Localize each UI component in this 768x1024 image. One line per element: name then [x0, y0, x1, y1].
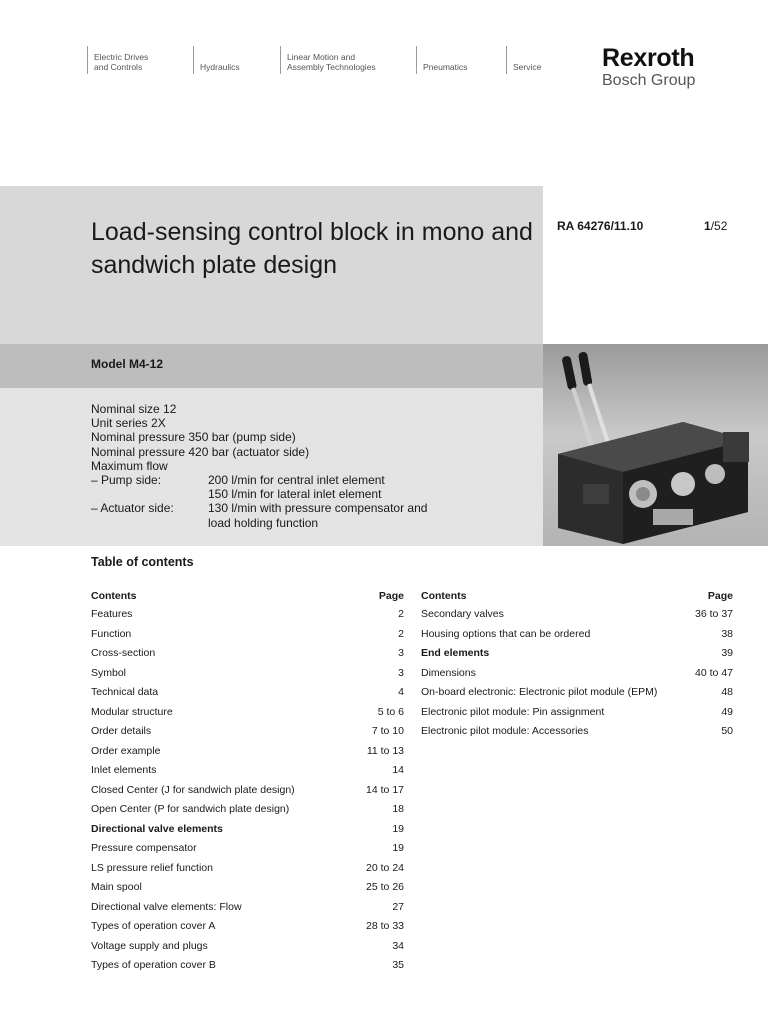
nav-service[interactable]: Service — [506, 46, 541, 74]
toc-entry[interactable] — [91, 802, 404, 822]
nav-hydraulics[interactable]: Hydraulics — [193, 46, 240, 74]
toc-entry-title: Voltage supply and plugs — [91, 939, 208, 952]
toc-entry-page: 4 — [398, 686, 404, 698]
toc-entry-title: Order example — [91, 744, 161, 757]
document-title: Load-sensing control block in mono and sandwich plate design — [91, 218, 533, 279]
toc-entry-title: On-board electronic: Electronic pilot module (EPM) — [421, 686, 658, 698]
toc-entry[interactable] — [91, 705, 404, 725]
toc-header: Contents Page — [91, 590, 404, 602]
spec-row: Nominal size 12 — [91, 402, 177, 416]
spec-row: – Pump side: 200 l/min for central inlet element — [91, 473, 385, 488]
spec-row: load holding function — [208, 515, 319, 530]
toc-title: Table of contents — [91, 555, 194, 569]
brand-name: Rexroth — [602, 44, 695, 72]
toc-entry-title: Dimensions — [421, 666, 476, 679]
toc-entry-page: 49 — [721, 705, 733, 718]
toc-entry-page: 34 — [392, 939, 404, 952]
toc-entry-title: LS pressure relief function — [91, 861, 213, 874]
page-number: 1/52 — [704, 219, 728, 233]
toc-entry-page: 38 — [721, 627, 733, 640]
toc-entry-page: 20 to 24 — [366, 861, 404, 874]
toc-entry[interactable] — [421, 646, 733, 666]
model-panel — [0, 344, 543, 388]
toc-entry[interactable] — [421, 685, 733, 705]
toc-entry-title: Modular structure — [91, 705, 173, 718]
toc-entry-page: 18 — [392, 803, 404, 815]
brand-logo — [602, 44, 695, 90]
toc-entry[interactable] — [91, 861, 404, 881]
toc-column-right — [421, 589, 733, 744]
spec-row: Nominal pressure 420 bar (actuator side) — [91, 444, 310, 459]
toc-entry-page: 40 to 47 — [695, 666, 733, 679]
toc-entry-title: Directional valve elements: Flow — [91, 900, 242, 913]
toc-entry[interactable] — [91, 919, 404, 939]
toc-entry-title: Order details — [91, 725, 152, 737]
nav-linear-motion[interactable]: Linear Motion and Assembly Technologies — [280, 46, 376, 74]
spec-row: Maximum flow — [91, 458, 168, 473]
toc-entry[interactable] — [91, 685, 404, 705]
spec-row: Unit series 2X — [91, 416, 166, 431]
toc-entry[interactable] — [91, 763, 404, 783]
toc-entry-page: 36 to 37 — [695, 608, 733, 620]
toc-entry-page: 7 to 10 — [371, 725, 404, 737]
toc-entry[interactable] — [91, 841, 404, 861]
toc-entry[interactable] — [91, 607, 404, 627]
toc-entry-page: 48 — [721, 686, 733, 698]
toc-entry-page: 14 to 17 — [366, 783, 404, 796]
toc-entry-title: Function — [91, 627, 132, 640]
toc-entry-title: Main spool — [91, 881, 142, 893]
toc-entry-title: End elements — [421, 647, 490, 659]
toc-entry-page: 2 — [398, 627, 404, 640]
toc-entry-title: Cross-section — [91, 647, 156, 659]
toc-entry-page: 27 — [392, 900, 404, 913]
toc-entry-page: 11 to 13 — [366, 744, 404, 757]
toc-entry-page: 35 — [392, 959, 404, 971]
toc-entry-title: Features — [91, 608, 133, 620]
toc-entry-page: 19 — [392, 842, 404, 854]
toc-entry-page: 19 — [392, 822, 404, 835]
toc-entry-title: Inlet elements — [91, 764, 157, 776]
toc-entry[interactable] — [91, 880, 404, 900]
toc-entry-title: Pressure compensator — [91, 842, 197, 854]
toc-entry[interactable] — [91, 900, 404, 920]
toc-entry-title: Directional valve elements — [91, 822, 223, 835]
nav-pneumatics[interactable]: Pneumatics — [416, 46, 467, 74]
spec-row: 150 l/min for lateral inlet element — [208, 487, 382, 502]
toc-entry-page: 28 to 33 — [366, 920, 404, 932]
toc-entry-title: Technical data — [91, 686, 159, 698]
toc-entry[interactable] — [91, 627, 404, 647]
toc-entry-page: 3 — [398, 666, 404, 679]
toc-entry-title: Types of operation cover B — [91, 959, 216, 971]
toc-entry[interactable] — [91, 939, 404, 959]
toc-entry[interactable] — [91, 744, 404, 764]
spec-row: Nominal pressure 350 bar (pump side) — [91, 430, 296, 445]
toc-entry[interactable] — [421, 705, 733, 725]
model-label: Model M4-12 — [91, 357, 164, 371]
toc-entry[interactable] — [91, 724, 404, 744]
toc-entry-page: 2 — [398, 608, 404, 620]
toc-entry-title: Symbol — [91, 666, 127, 679]
toc-entry-page: 5 to 6 — [377, 705, 404, 718]
toc-entry-title: Housing options that can be ordered — [421, 627, 591, 640]
toc-entry-page: 25 to 26 — [366, 881, 404, 893]
toc-entry-page: 50 — [721, 725, 733, 737]
toc-header: Contents Page — [421, 590, 733, 602]
control-block-image — [543, 344, 768, 546]
spec-list — [91, 402, 427, 530]
toc-entry-title: Types of operation cover A — [91, 920, 216, 932]
toc-entry-title: Electronic pilot module: Accessories — [421, 725, 589, 737]
toc-entry[interactable] — [91, 958, 404, 978]
toc-entry[interactable] — [421, 666, 733, 686]
product-photo — [543, 344, 768, 546]
toc-entry-page: 14 — [392, 764, 404, 776]
toc-entry[interactable] — [91, 646, 404, 666]
nav-electric-drives[interactable]: Electric Drives and Controls — [87, 46, 148, 74]
toc-entry[interactable] — [421, 607, 733, 627]
toc-entry-title: Electronic pilot module: Pin assignment — [421, 705, 605, 718]
document-number: RA 64276/11.10 — [557, 219, 644, 233]
toc-entry[interactable] — [91, 666, 404, 686]
toc-entry[interactable] — [421, 724, 733, 744]
toc-entry-title: Open Center (P for sandwich plate design) — [91, 803, 290, 815]
toc-entry[interactable] — [91, 783, 404, 803]
toc-entry[interactable] — [421, 627, 733, 647]
toc-entry[interactable] — [91, 822, 404, 842]
spec-row: – Actuator side: 130 l/min with pressure compensator and — [91, 501, 428, 516]
toc-column-left — [91, 589, 404, 978]
toc-entry-title: Secondary valves — [421, 608, 504, 620]
toc-entry-page: 39 — [721, 647, 733, 659]
brand-sub: Bosch Group — [602, 72, 696, 89]
toc-entry-title: Closed Center (J for sandwich plate design) — [91, 783, 295, 796]
toc-entry-page: 3 — [398, 647, 404, 659]
